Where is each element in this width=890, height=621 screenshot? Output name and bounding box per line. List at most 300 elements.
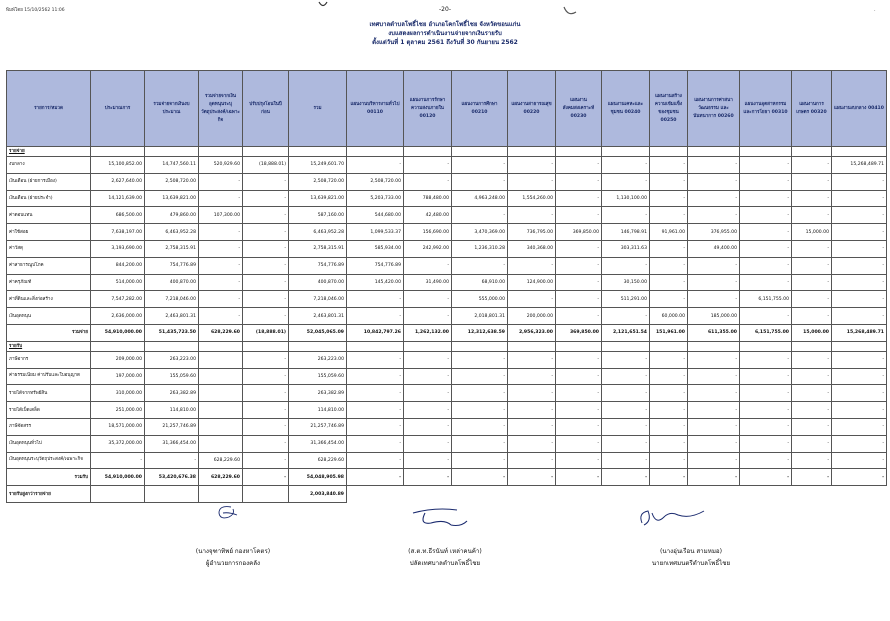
cell-value: - xyxy=(688,291,740,308)
cell-value: - xyxy=(243,207,289,224)
cell-value: - xyxy=(347,368,404,385)
cell-value: 4,963,248.00 xyxy=(452,190,508,207)
row-label: เงินอุดหนุนระบุวัตถุประสงค์/เฉพาะกิจ xyxy=(7,452,91,469)
cell-value: - xyxy=(832,308,887,325)
empty-cell xyxy=(508,486,556,503)
cell-value: - xyxy=(792,452,832,469)
row-label: ค่าใช้สอย xyxy=(7,224,91,241)
cell-value: 628,229.60 xyxy=(199,469,243,486)
cell-value: - xyxy=(740,207,792,224)
signature-block-clerk xyxy=(350,546,540,570)
cell-value: - xyxy=(508,469,556,486)
cell-value: 14,121,639.00 xyxy=(91,190,145,207)
cell-value: 30,150.00 xyxy=(602,274,650,291)
cell-value: 10,842,797.26 xyxy=(347,324,404,341)
cell-value: 400,870.00 xyxy=(289,274,347,291)
table-row xyxy=(7,240,887,257)
cell-value: - xyxy=(243,402,289,419)
cell-value: - xyxy=(688,274,740,291)
cell-value: 2,463,801.31 xyxy=(289,308,347,325)
cell-value: 155,059.60 xyxy=(145,368,199,385)
cell-value: - xyxy=(832,435,887,452)
cell-value: - xyxy=(832,402,887,419)
cell-value: 754,776.89 xyxy=(289,257,347,274)
cell-value: - xyxy=(650,385,688,402)
cell-value: - xyxy=(792,157,832,174)
cell-value: - xyxy=(792,274,832,291)
cell-value: - xyxy=(688,368,740,385)
cell-value: - xyxy=(740,274,792,291)
cell-value: 585,934.00 xyxy=(347,240,404,257)
cell-value: - xyxy=(199,291,243,308)
cell-value: 21,257,746.89 xyxy=(289,418,347,435)
table-row xyxy=(7,190,887,207)
col-header: แผนงานการศึกษา 00210 xyxy=(452,71,508,147)
row-label: รายรับสูงกว่ารายจ่าย xyxy=(7,486,91,503)
cell-value: - xyxy=(650,190,688,207)
cell-value: 68,910.00 xyxy=(452,274,508,291)
row-label: ภาษีจัดสรร xyxy=(7,418,91,435)
cell-value: - xyxy=(508,291,556,308)
cell-value: - xyxy=(602,207,650,224)
cell-value: 400,870.00 xyxy=(145,274,199,291)
cell-value: - xyxy=(243,224,289,241)
report-title: งบแสดงผลการดำเนินงานจ่ายจากเงินรายรับ xyxy=(388,30,502,37)
cell-value: 15,000.00 xyxy=(792,324,832,341)
cell-value: - xyxy=(740,418,792,435)
cell-value: - xyxy=(602,418,650,435)
report-header xyxy=(0,20,890,47)
cell-value: - xyxy=(243,257,289,274)
cell-value: - xyxy=(650,418,688,435)
row-label: เงินเดือน (ฝ่ายประจำ) xyxy=(7,190,91,207)
cell-value: - xyxy=(602,173,650,190)
cell-value: - xyxy=(556,435,602,452)
cell-value: - xyxy=(792,207,832,224)
cell-value: 53,420,676.38 xyxy=(145,469,199,486)
cell-value: - xyxy=(556,157,602,174)
cell-value: 2,121,651.54 xyxy=(602,324,650,341)
cell-value: - xyxy=(452,157,508,174)
cell-value: - xyxy=(740,308,792,325)
cell-value: - xyxy=(508,385,556,402)
cell-value: 124,900.00 xyxy=(508,274,556,291)
col-header: รวมจ่ายจากเงินอุดหนุนระบุวัตถุประสงค์/เฉพาะกิจ xyxy=(199,71,243,147)
cell-value: 310,000.00 xyxy=(91,385,145,402)
cell-value: - xyxy=(452,173,508,190)
cell-value xyxy=(199,418,243,435)
cell-value: - xyxy=(199,224,243,241)
cell-value: 200,000.00 xyxy=(508,308,556,325)
cell-value: 155,059.60 xyxy=(289,368,347,385)
cell-value: - xyxy=(832,351,887,368)
cell-value: - xyxy=(404,418,452,435)
cell-value: - xyxy=(832,274,887,291)
cell-value: - xyxy=(650,469,688,486)
cell-value: - xyxy=(832,173,887,190)
cell-value: - xyxy=(740,157,792,174)
cell-value: - xyxy=(602,368,650,385)
cell-value: - xyxy=(91,452,145,469)
row-label: เงินเดือน (ฝ่ายการเมือง) xyxy=(7,173,91,190)
col-header: ประมาณการ xyxy=(91,71,145,147)
cell-value: - xyxy=(602,452,650,469)
cell-value: - xyxy=(404,351,452,368)
signature-mark-1 xyxy=(213,503,243,525)
cell-value: - xyxy=(508,435,556,452)
cell-value xyxy=(199,486,243,503)
cell-value: 145,420.00 xyxy=(347,274,404,291)
row-label: ภาษีอากร xyxy=(7,351,91,368)
cell-value: 146,798.91 xyxy=(602,224,650,241)
cell-value: - xyxy=(602,435,650,452)
cell-value: - xyxy=(688,469,740,486)
cell-value: - xyxy=(556,351,602,368)
cell-value: - xyxy=(792,257,832,274)
cell-value: - xyxy=(404,257,452,274)
cell-value: - xyxy=(792,385,832,402)
cell-value: 844,200.00 xyxy=(91,257,145,274)
signer-name: (ส.ต.ท.ธีรนันท์ เหล่าคนค้า) xyxy=(408,548,482,555)
cell-value: 242,992.00 xyxy=(404,240,452,257)
cell-value: - xyxy=(243,368,289,385)
col-header: รายการ/หมวด xyxy=(7,71,91,147)
cell-value: 2,463,801.31 xyxy=(145,308,199,325)
cell-value: - xyxy=(650,452,688,469)
row-label: ค่าครุภัณฑ์ xyxy=(7,274,91,291)
cell-value: - xyxy=(347,351,404,368)
row-label: ค่าวัสดุ xyxy=(7,240,91,257)
cell-value: - xyxy=(650,291,688,308)
cell-value: - xyxy=(452,207,508,224)
cell-value: 1,130,100.00 xyxy=(602,190,650,207)
financial-report-table xyxy=(6,70,887,503)
cell-value: - xyxy=(243,190,289,207)
cell-value: - xyxy=(404,308,452,325)
cell-value: - xyxy=(347,402,404,419)
report-body xyxy=(7,147,887,503)
cell-value: 6,463,952.28 xyxy=(145,224,199,241)
page-number: -20- xyxy=(439,6,451,13)
cell-value: - xyxy=(556,207,602,224)
cell-value: 114,810.00 xyxy=(145,402,199,419)
cell-value: 686,500.00 xyxy=(91,207,145,224)
cell-value: - xyxy=(792,351,832,368)
expense-total-row xyxy=(7,324,887,341)
cell-value: - xyxy=(452,351,508,368)
cell-value: - xyxy=(688,418,740,435)
col-header: แผนงานการรักษาความสงบภายใน 00120 xyxy=(404,71,452,147)
cell-value: 13,639,821.00 xyxy=(145,190,199,207)
cell-value: - xyxy=(792,291,832,308)
section-row-revenue xyxy=(7,341,887,351)
cell-value: - xyxy=(832,418,887,435)
cell-value: - xyxy=(740,190,792,207)
cell-value: - xyxy=(740,385,792,402)
cell-value: 611,355.00 xyxy=(688,324,740,341)
cell-value: - xyxy=(688,385,740,402)
cell-value: 54,910,000.00 xyxy=(91,324,145,341)
signer-name: (นางอุ่นเรือน สามหมอ) xyxy=(659,548,723,555)
cell-value: - xyxy=(243,274,289,291)
cell-value: - xyxy=(556,173,602,190)
empty-cell xyxy=(832,486,887,503)
cell-value: - xyxy=(556,308,602,325)
cell-value: - xyxy=(740,402,792,419)
cell-value: - xyxy=(650,157,688,174)
cell-value: - xyxy=(556,190,602,207)
cell-value: 15,268,489.71 xyxy=(832,157,887,174)
row-label: เงินอุดหนุนทั่วไป xyxy=(7,435,91,452)
cell-value: 1,099,533.37 xyxy=(347,224,404,241)
col-header: แผนงานอุตสาหกรรมและการโยธา 00310 xyxy=(740,71,792,147)
cell-value: - xyxy=(347,385,404,402)
cell-value: - xyxy=(792,402,832,419)
empty-cell xyxy=(688,486,740,503)
table-row xyxy=(7,435,887,452)
row-label: รายได้จากทรัพย์สิน xyxy=(7,385,91,402)
cell-value: - xyxy=(650,351,688,368)
cell-value: - xyxy=(650,368,688,385)
cell-value: - xyxy=(688,452,740,469)
cell-value: 151,961.00 xyxy=(650,324,688,341)
cell-value: - xyxy=(650,173,688,190)
cell-value: - xyxy=(404,157,452,174)
cell-value: - xyxy=(740,351,792,368)
print-timestamp: พิมพ์โดย 15/10/2562 11:06 xyxy=(6,8,65,13)
cell-value: 31,366,454.00 xyxy=(145,435,199,452)
empty-cell xyxy=(740,486,792,503)
cell-value: - xyxy=(688,157,740,174)
cell-value: 544,680.00 xyxy=(347,207,404,224)
cell-value: - xyxy=(556,274,602,291)
cell-value: - xyxy=(347,469,404,486)
cell-value: - xyxy=(404,435,452,452)
signer-name: (นางจุฑาทิพย์ กองหาโคตร) xyxy=(195,548,271,555)
cell-value: 520,929.60 xyxy=(199,157,243,174)
row-label: เงินอุดหนุน xyxy=(7,308,91,325)
cell-value: 185,000.00 xyxy=(688,308,740,325)
cell-value: - xyxy=(792,368,832,385)
cell-value: 2,508,720.00 xyxy=(289,173,347,190)
cell-value: - xyxy=(508,207,556,224)
cell-value: 2,758,315.91 xyxy=(145,240,199,257)
cell-value: 2,508,720.00 xyxy=(347,173,404,190)
cell-value: 5,203,733.00 xyxy=(347,190,404,207)
cell-value: - xyxy=(243,240,289,257)
cell-value: 31,366,454.00 xyxy=(289,435,347,452)
signature-mark-3 xyxy=(630,505,710,531)
cell-value: 15,100,852.00 xyxy=(91,157,145,174)
row-label: รวมจ่าย xyxy=(7,324,91,341)
corner-mark-left xyxy=(318,0,328,10)
cell-value: - xyxy=(452,469,508,486)
cell-value: 15,249,601.70 xyxy=(289,157,347,174)
cell-value: - xyxy=(347,308,404,325)
cell-value: - xyxy=(688,173,740,190)
cell-value: - xyxy=(508,402,556,419)
cell-value: - xyxy=(688,402,740,419)
table-row xyxy=(7,308,887,325)
col-header: ปรับปรุงโอนในปีก่อน xyxy=(243,71,289,147)
cell-value: - xyxy=(602,351,650,368)
cell-value: 2,003,840.89 xyxy=(289,486,347,503)
cell-value: 263,382.89 xyxy=(289,385,347,402)
cell-value: 2,508,720.00 xyxy=(145,173,199,190)
cell-value: 628,229.60 xyxy=(199,452,243,469)
cell-value: 51,435,723.50 xyxy=(145,324,199,341)
table-row xyxy=(7,402,887,419)
cell-value: 1,262,132.00 xyxy=(404,324,452,341)
report-period: ตั้งแต่วันที่ 1 ตุลาคม 2561 ถึงวันที่ 30 กันยายน 2562 xyxy=(372,39,518,46)
cell-value: - xyxy=(832,224,887,241)
cell-value: - xyxy=(740,173,792,190)
col-header: แผนงานงบกลาง 00410 xyxy=(832,71,887,147)
cell-value: 42,480.00 xyxy=(404,207,452,224)
cell-value: - xyxy=(404,385,452,402)
cell-value: - xyxy=(740,240,792,257)
cell-value: - xyxy=(832,257,887,274)
cell-value: - xyxy=(602,157,650,174)
cell-value: 754,776.89 xyxy=(145,257,199,274)
cell-value: - xyxy=(602,385,650,402)
signer-title: นายกเทศมนตรีตำบลโพธิ์ไชย xyxy=(651,560,731,567)
cell-value: 15,268,489.71 xyxy=(832,324,887,341)
empty-cell xyxy=(556,486,602,503)
cell-value: - xyxy=(792,240,832,257)
cell-value: 14,747,560.11 xyxy=(145,157,199,174)
row-label: งบกลาง xyxy=(7,157,91,174)
cell-value: - xyxy=(832,207,887,224)
cell-value: 6,151,755.00 xyxy=(740,324,792,341)
column-header-row xyxy=(7,71,887,147)
cell-value: - xyxy=(688,435,740,452)
cell-value: - xyxy=(508,173,556,190)
cell-value: 2,758,315.91 xyxy=(289,240,347,257)
cell-value: 31,490.00 xyxy=(404,274,452,291)
col-header: แผนงานสาธารณสุข 00220 xyxy=(508,71,556,147)
cell-value: 12,312,638.59 xyxy=(452,324,508,341)
table-row xyxy=(7,173,887,190)
cell-value: 18,571,000.00 xyxy=(91,418,145,435)
cell-value: - xyxy=(556,418,602,435)
cell-value: 114,810.00 xyxy=(289,402,347,419)
cell-value: - xyxy=(832,469,887,486)
cell-value xyxy=(199,385,243,402)
cell-value: - xyxy=(792,173,832,190)
empty-cell xyxy=(404,486,452,503)
cell-value xyxy=(145,486,199,503)
cell-value: - xyxy=(199,308,243,325)
cell-value: (18,888.01) xyxy=(243,157,289,174)
cell-value: - xyxy=(650,274,688,291)
cell-value: - xyxy=(508,368,556,385)
cell-value: 479,860.00 xyxy=(145,207,199,224)
cell-value: 7,218,046.00 xyxy=(289,291,347,308)
cell-value: - xyxy=(243,173,289,190)
cell-value: 514,000.00 xyxy=(91,274,145,291)
cell-value: 2,636,000.00 xyxy=(91,308,145,325)
cell-value xyxy=(243,486,289,503)
col-header: รวมจ่ายจากเงินงบประมาณ xyxy=(145,71,199,147)
table-row xyxy=(7,157,887,174)
cell-value: 3,470,369.00 xyxy=(452,224,508,241)
cell-value: 263,223.00 xyxy=(289,351,347,368)
cell-value: 21,257,746.89 xyxy=(145,418,199,435)
cell-value: - xyxy=(556,402,602,419)
cell-value: - xyxy=(243,351,289,368)
cell-value: - xyxy=(404,368,452,385)
row-label: รวมรับ xyxy=(7,469,91,486)
cell-value: - xyxy=(243,308,289,325)
section-label: รายจ่าย xyxy=(7,147,91,157)
cell-value: - xyxy=(688,190,740,207)
cell-value: - xyxy=(792,435,832,452)
cell-value: 13,639,821.00 xyxy=(289,190,347,207)
cell-value: 7,218,046.00 xyxy=(145,291,199,308)
row-label: ค่าที่ดินและสิ่งก่อสร้าง xyxy=(7,291,91,308)
table-row xyxy=(7,351,887,368)
cell-value: - xyxy=(556,452,602,469)
cell-value: - xyxy=(792,469,832,486)
cell-value: - xyxy=(556,291,602,308)
cell-value xyxy=(199,368,243,385)
cell-value: - xyxy=(688,207,740,224)
cell-value: 754,776.89 xyxy=(347,257,404,274)
cell-value: - xyxy=(243,469,289,486)
col-header: แผนงานการเกษตร 00320 xyxy=(792,71,832,147)
cell-value: 54,048,905.98 xyxy=(289,469,347,486)
page-speck: · xyxy=(874,8,876,14)
empty-cell xyxy=(347,486,404,503)
cell-value: 107,300.00 xyxy=(199,207,243,224)
col-header: แผนงานการศาสนา วัฒนธรรม และนันทนาการ 00260 xyxy=(688,71,740,147)
cell-value xyxy=(199,402,243,419)
cell-value: - xyxy=(740,368,792,385)
cell-value: 60,000.00 xyxy=(650,308,688,325)
cell-value: (18,888.01) xyxy=(243,324,289,341)
row-label: ค่าสาธารณูปโภค xyxy=(7,257,91,274)
cell-value: - xyxy=(145,452,199,469)
cell-value: - xyxy=(452,368,508,385)
cell-value: - xyxy=(452,435,508,452)
surplus-row xyxy=(7,486,887,503)
col-header: แผนงานบริหารงานทั่วไป 00110 xyxy=(347,71,404,147)
cell-value: - xyxy=(602,308,650,325)
row-label: ค่าธรรมเนียม ค่าปรับและใบอนุญาต xyxy=(7,368,91,385)
col-header: แผนงานสร้างความเข้มแข็งของชุมชน 00250 xyxy=(650,71,688,147)
cell-value: 303,311.63 xyxy=(602,240,650,257)
signature-mark-2 xyxy=(405,505,475,531)
cell-value: - xyxy=(688,257,740,274)
cell-value: 628,229.60 xyxy=(289,452,347,469)
cell-value: - xyxy=(404,402,452,419)
cell-value: - xyxy=(556,385,602,402)
cell-value: - xyxy=(832,385,887,402)
cell-value: 1,236,310.28 xyxy=(452,240,508,257)
cell-value: 263,223.00 xyxy=(145,351,199,368)
table-row xyxy=(7,418,887,435)
cell-value: - xyxy=(556,368,602,385)
cell-value: - xyxy=(347,291,404,308)
cell-value: - xyxy=(347,452,404,469)
cell-value: - xyxy=(199,240,243,257)
cell-value: 15,000.00 xyxy=(792,224,832,241)
cell-value: - xyxy=(740,452,792,469)
cell-value: - xyxy=(243,435,289,452)
cell-value: - xyxy=(508,257,556,274)
cell-value: - xyxy=(452,257,508,274)
